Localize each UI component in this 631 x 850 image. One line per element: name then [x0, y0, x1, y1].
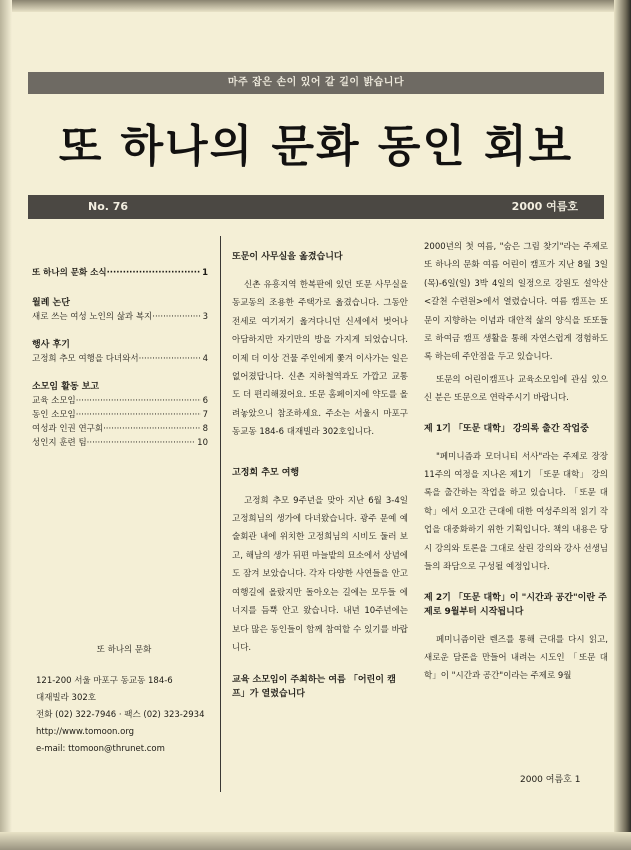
article-body: 고정희 추모 9주년을 맞아 지난 6월 3-4일 고정희님의 생가에 다녀왔습니다. 광주 문예 예술회관 내에 위치한 고정희님의 시비도 둘러 보고, 해남의 생가 뒤편 마늘밭의 묘소에서 상념에도 잠겨 보았습니다. 각자 다양한 사연들을 안고 여행길에 올랐지만 돌아오는 길에는 모두들 에너지를 듬뿍 안고 왔습니다. 내년 10주년에는 보다 많은 동인들이 함께 참여할 수 있기를 바랍니다.	[232, 495, 408, 653]
article-office-move	[232, 250, 408, 442]
right-column	[424, 238, 608, 690]
article-title: 제 2기 「또문 대학」이 "시간과 공간"이란 주제로 9월부터 시작됩니다	[424, 592, 607, 617]
article-body: 또문의 어린이캠프나 교육소모임에 관심 있으신 분은 또문으로 연락주시기 바랍니다.	[424, 374, 608, 404]
publisher-name: 또 하나의 문화	[96, 645, 152, 655]
article-body: 신촌 유흥지역 한복판에 있던 또문 사무실을 동교동의 조용한 주택가로 옮겼습니다. 그동안 전세로 여기저기 옮겨다니던 신세에서 벗어나 아담하지만 자기만의 방을 가지게 되었습니다. 이제 더 이상 건물 주인에게 쫓겨 이사가는 일은 없어졌답니다. 신촌 지하철역과도 가깝고 교통도 더 편리해졌어요. 또문 홈페이지에 약도를 올려놓았으니 참조하세요. 주소는 서울시 마포구 동교동 184-6 대재빌라 302호입니다.	[232, 280, 408, 438]
toc-heading: 월례 논단	[32, 298, 70, 308]
publisher-address-building: 대재빌라 302호	[36, 693, 96, 703]
toc-heading: 소모임 활동 보고	[32, 382, 100, 392]
toc-entry[interactable]: 성인지 훈련 팀 ····· 10	[32, 436, 208, 450]
toc-entry[interactable]: 동인 소모임 ····· 7	[32, 408, 208, 422]
toc-entry[interactable]: 고정희 추모 여행을 다녀와서 ····· 4	[32, 352, 208, 366]
toc-group-event	[32, 339, 208, 366]
article-title: 제 1기 「또문 대학」 강의록 출간 작업중	[424, 423, 589, 434]
issue-number: No. 76	[88, 200, 129, 213]
column-divider	[220, 236, 221, 792]
article-title: 고정희 추모 여행	[232, 467, 300, 478]
toc-entry[interactable]: 새로 쓰는 여성 노인의 삶과 복지 ····· 3	[32, 310, 208, 324]
toc-group-forum	[32, 297, 208, 324]
article-lecture-book	[424, 422, 608, 577]
table-of-contents	[32, 266, 208, 465]
publisher-address: 121-200 서울 마포구 동교동 184-6	[36, 676, 173, 686]
toc-entry[interactable]: 또 하나의 문화 소식 ····· 1	[32, 266, 208, 280]
motto-banner: 마주 잡은 손이 있어 갈 길이 밝습니다	[28, 72, 604, 94]
toc-group-groups	[32, 381, 208, 450]
toc-top-item	[32, 266, 208, 280]
scan-edge-bottom	[0, 832, 631, 850]
article-title: 교육 소모임이 주최하는 여름 「어린이 캠프」가 열렸습니다	[232, 675, 396, 700]
page-footer: 2000 여름호 1	[520, 775, 581, 785]
newsletter-title: 또 하나의 문화 동인 회보	[58, 121, 574, 172]
article-title: 또문이 사무실을 옮겼습니다	[232, 252, 343, 262]
scan-edge-left	[0, 0, 12, 850]
middle-column	[232, 250, 408, 713]
publisher-info	[36, 642, 212, 758]
article-body: "페미니즘과 모더니티 서사"라는 주제로 장장 11주의 여정을 지나온 제1기 「또문 대학」 강의록을 출간하는 작업을 하고 있습니다. 「또문 대학」에서 오고간 근대에 대한 여성주의적 읽기 작업을 대중화하기 위한 기획입니다. 책의 내용은 당시 강의와 토론을 그대로 살린 강의와 강사 선생님들의 좌담으로 구성될 예정입니다.	[424, 451, 608, 573]
toc-heading: 행사 후기	[32, 340, 70, 350]
issue-banner	[28, 195, 604, 219]
issue-season: 2000 여름호	[511, 200, 578, 213]
publisher-email-link[interactable]: e-mail: ttomoon@thrunet.com	[36, 744, 165, 754]
article-kids-camp-heading	[232, 673, 408, 701]
article-memorial-trip	[232, 466, 408, 658]
article-body: 2000년의 첫 여름, "숨은 그림 찾기"라는 주제로 또 하나의 문화 여름 어린이 캠프가 지난 8월 3일(목)-6일(일) 3박 4일의 일정으로 강원도 설악산 <갈천 수련원>에서 열렸습니다. 여름 캠프는 또문이 지향하는 이념과 대안적 삶의 양식을 또또들로 하여금 캠프 생활을 통해 자연스럽게 경험하도록 하는데 주안점을 두고 있습니다.	[424, 242, 608, 363]
scan-edge-top	[0, 0, 631, 12]
publisher-phone: 전화 (02) 322-7946 · 팩스 (02) 323-2934	[36, 710, 205, 720]
toc-entry[interactable]: 교육 소모임 ····· 6	[32, 394, 208, 408]
article-university-2	[424, 591, 608, 686]
scan-edge-right	[614, 0, 631, 850]
publisher-website-link[interactable]: http://www.tomoon.org	[36, 727, 135, 737]
article-body: 페미니즘이란 렌즈를 통해 근대를 다시 읽고, 새로운 담론을 만들어 내려는 시도인 「또문 대학」이 "시간과 공간"이라는 주제로 9월	[424, 634, 608, 682]
toc-entry[interactable]: 여성과 인권 연구회 ····· 8	[32, 422, 208, 436]
